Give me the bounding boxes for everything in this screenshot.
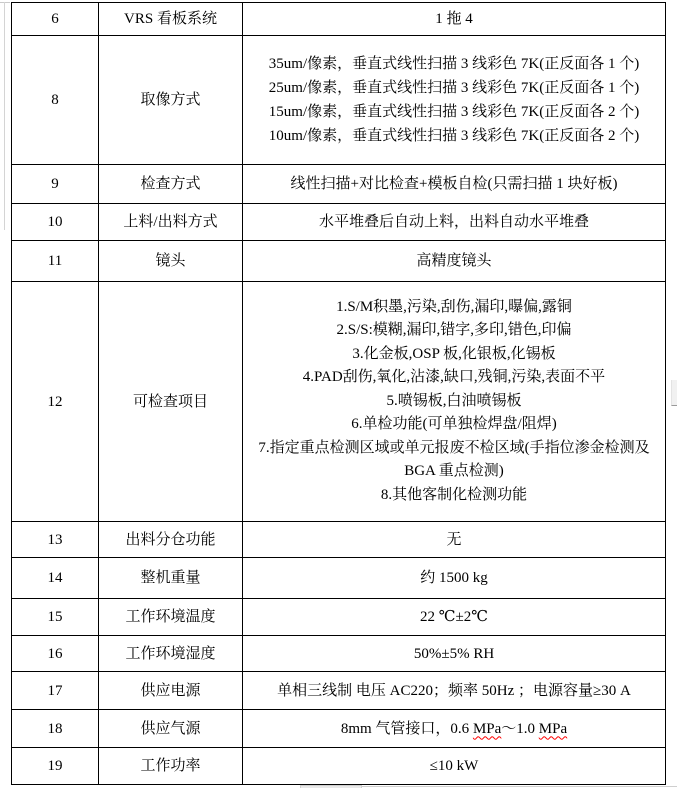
table-row [12, 672, 666, 710]
table-row [12, 3, 666, 36]
table-row [12, 204, 666, 241]
value-line: 22 ℃±2℃ [419, 609, 489, 625]
value-line: 约 1500 kg [420, 570, 488, 586]
row-number: 9 [12, 165, 99, 204]
row-value [243, 636, 666, 672]
row-value [243, 204, 666, 241]
row-number: 11 [12, 241, 99, 282]
row-label: 整机重量 [99, 558, 243, 599]
row-label: 供应气源 [99, 710, 243, 748]
row-value [243, 748, 666, 785]
table-row [12, 748, 666, 785]
row-number: 8 [12, 36, 99, 165]
value-line: 7.指定重点检测区域或单元报废不检区域(手指位渗金检测及 BGA 重点检测) [258, 439, 650, 480]
row-value [243, 3, 666, 36]
row-number: 16 [12, 636, 99, 672]
row-value [243, 165, 666, 204]
row-value [243, 36, 666, 165]
spec-table [11, 2, 666, 785]
row-value [243, 710, 666, 748]
row-label: 取像方式 [99, 36, 243, 165]
value-line: 8mm 气管接口，0.6 MPa～1.0 MPa [340, 720, 568, 737]
value-line: 水平堆叠后自动上料，出料自动水平堆叠 [318, 214, 589, 230]
row-number: 13 [12, 522, 99, 558]
table-row [12, 522, 666, 558]
page-edge-line-vertical [4, 2, 5, 230]
row-value [243, 522, 666, 558]
value-line: 高精度镜头 [416, 253, 492, 269]
row-label: 供应电源 [99, 672, 243, 710]
value-line: 3.化金板,OSP 板,化银板,化锡板 [352, 345, 556, 362]
value-line: 5.喷锡板,白油喷锡板 [386, 392, 522, 409]
value-line: 4.PAD刮伤,氧化,沾漆,缺口,残铜,污染,表面不平 [302, 369, 606, 386]
row-value [243, 241, 666, 282]
value-line: ≤10 kW [429, 758, 479, 774]
table-row [12, 282, 666, 522]
spec-table-body [12, 3, 666, 785]
value-line: 单相三线制 电压 AC220；频率 50Hz ；电源容量≥30 A [277, 682, 631, 699]
row-number: 10 [12, 204, 99, 241]
value-line: 10um/像素，垂直式线性扫描 3 线彩色 7K(正反面各 2 个) [268, 128, 640, 144]
row-number: 18 [12, 710, 99, 748]
value-line: 无 [446, 531, 462, 548]
table-row [12, 241, 666, 282]
row-label: 工作环境温度 [99, 599, 243, 636]
row-label: 镜头 [99, 241, 243, 282]
row-number: 17 [12, 672, 99, 710]
row-number: 6 [12, 3, 99, 36]
value-line: 8.其他客制化检测功能 [380, 486, 528, 503]
value-line: 6.单检功能(可单独检焊盘/阻焊) [351, 416, 557, 433]
table-row [12, 599, 666, 636]
row-value [243, 672, 666, 710]
row-label: 工作功率 [99, 748, 243, 785]
row-label: 可检查项目 [99, 282, 243, 522]
table-row [12, 165, 666, 204]
row-number: 14 [12, 558, 99, 599]
table-row [12, 558, 666, 599]
next-table-gridline [362, 786, 677, 787]
row-number: 12 [12, 282, 99, 522]
row-label: 工作环境湿度 [99, 636, 243, 672]
row-label: 检查方式 [99, 165, 243, 204]
value-line: 15um/像素，垂直式线性扫描 3 线彩色 7K(正反面各 2 个) [268, 104, 640, 120]
page-edge-line-horizontal [0, 2, 10, 3]
row-label: 出料分仓功能 [99, 522, 243, 558]
row-label: 上料/出料方式 [99, 204, 243, 241]
table-row [12, 636, 666, 672]
table-row [12, 710, 666, 748]
value-line: 线性扫描+对比检查+模板自检(只需扫描 1 块好板) [290, 176, 618, 192]
value-line: 25um/像素，垂直式线性扫描 3 线彩色 7K(正反面各 1 个) [268, 80, 640, 96]
value-line: 1 拖 4 [435, 11, 473, 27]
table-row [12, 36, 666, 165]
value-line: 2.S/S:模糊,漏印,错字,多印,错色,印偏 [336, 322, 572, 339]
row-value [243, 599, 666, 636]
row-number: 19 [12, 748, 99, 785]
row-value [243, 558, 666, 599]
spellcheck-flagged-word: MPa [472, 720, 502, 737]
value-line: 35um/像素，垂直式线性扫描 3 线彩色 7K(正反面各 1 个) [268, 56, 640, 72]
row-value [243, 282, 666, 522]
row-label: VRS 看板系统 [99, 3, 243, 36]
value-line: 50%±5% RH [413, 645, 495, 662]
value-line: 1.S/M积墨,污染,刮伤,漏印,曝偏,露铜 [336, 298, 572, 315]
scrollbar-fragment[interactable] [671, 380, 677, 406]
spellcheck-flagged-word: MPa [538, 720, 568, 737]
row-number: 15 [12, 599, 99, 636]
